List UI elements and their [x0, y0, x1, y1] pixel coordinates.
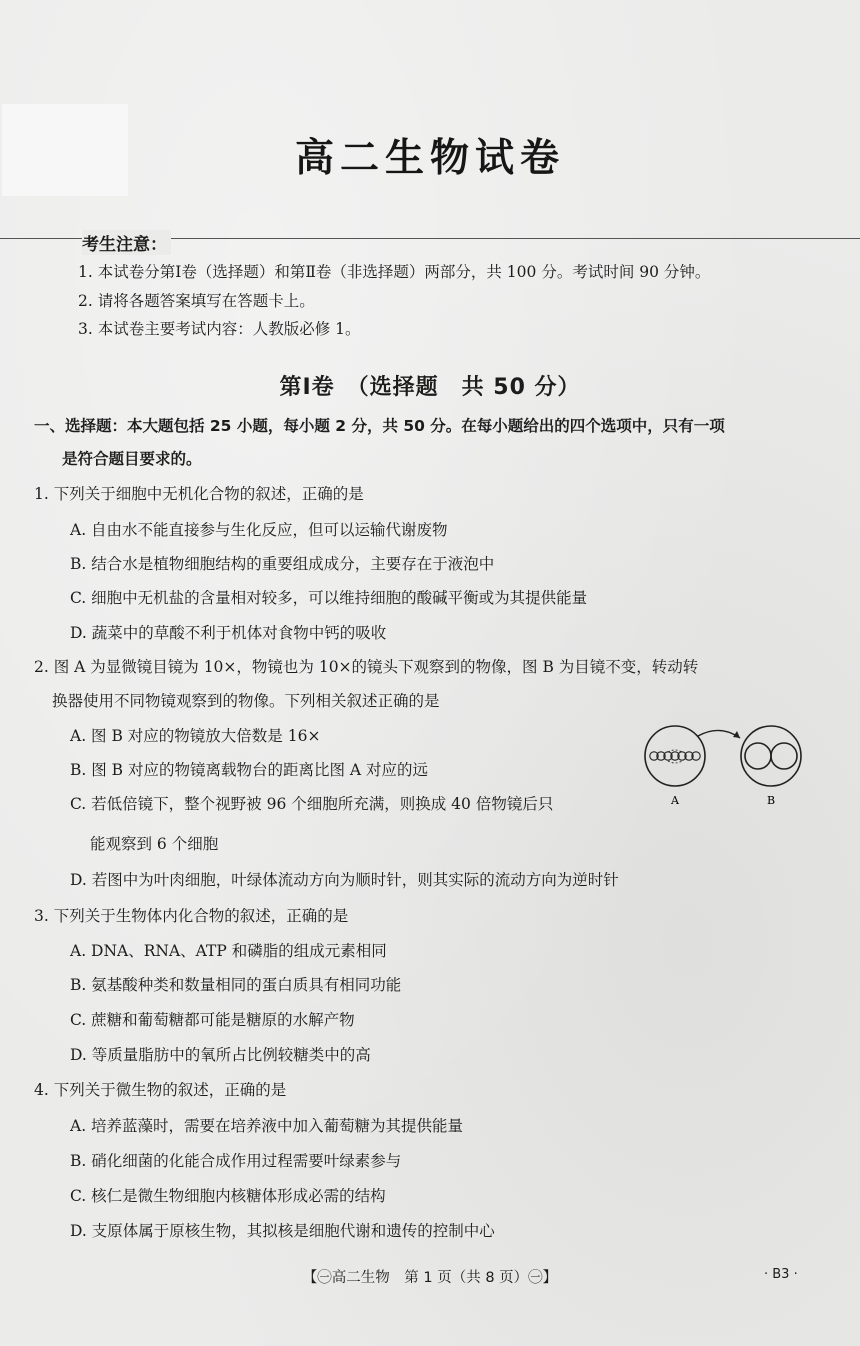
question-2-option-a: A. 图 B 对应的物镜放大倍数是 16× [70, 727, 321, 745]
question-1-option-d: D. 蔬菜中的草酸不利于机体对食物中钙的吸收 [70, 624, 387, 642]
question-4-stem: 4. 下列关于微生物的叙述，正确的是 [34, 1081, 287, 1099]
notice-item: 1. 本试卷分第Ⅰ卷（选择题）和第Ⅱ卷（非选择题）两部分，共 100 分。考试时间 90 分钟。 [78, 263, 711, 281]
question-4-option-c: C. 核仁是微生物细胞内核糖体形成必需的结构 [70, 1187, 386, 1205]
question-2-option-c-cont: 能观察到 6 个细胞 [90, 835, 219, 853]
question-3-option-a: A. DNA、RNA、ATP 和磷脂的组成元素相同 [70, 942, 387, 960]
figure-label-b: B [767, 794, 776, 807]
question-2-option-c: C. 若低倍镜下，整个视野被 96 个细胞所充满，则换成 40 倍物镜后只 [70, 795, 554, 813]
question-4-option-d: D. 支原体属于原核生物，其拟核是细胞代谢和遗传的控制中心 [70, 1222, 495, 1240]
microscope-view-diagram [640, 718, 810, 818]
notice-item: 3. 本试卷主要考试内容：人教版必修 1。 [78, 320, 361, 338]
page-code: · B3 · [764, 1267, 798, 1282]
question-4-option-a: A. 培养蓝藻时，需要在培养液中加入葡萄糖为其提供能量 [70, 1117, 464, 1135]
question-1-option-b: B. 结合水是植物细胞结构的重要组成成分，主要存在于液泡中 [70, 555, 495, 573]
question-1-stem: 1. 下列关于细胞中无机化合物的叙述，正确的是 [34, 485, 364, 503]
question-3-option-c: C. 蔗糖和葡萄糖都可能是糖原的水解产物 [70, 1011, 355, 1029]
view-a-circle [645, 726, 705, 786]
question-2-option-b: B. 图 B 对应的物镜离载物台的距离比图 A 对应的远 [70, 761, 429, 779]
question-3-stem: 3. 下列关于生物体内化合物的叙述，正确的是 [34, 907, 349, 925]
exam-title: 高二生物试卷 [294, 136, 565, 181]
notice-item: 2. 请将各题答案填写在答题卡上。 [78, 292, 315, 310]
question-4-option-b: B. 硝化细菌的化能合成作用过程需要叶绿素参与 [70, 1152, 402, 1170]
question-2-stem: 2. 图 A 为显微镜目镜为 10×，物镜也为 10×的镜头下观察到的物像，图 B 为目镜不变，转动转 [34, 658, 699, 676]
instructions-line: 是符合题目要求的。 [62, 450, 202, 468]
question-3-option-b: B. 氨基酸种类和数量相同的蛋白质具有相同功能 [70, 976, 402, 994]
question-1-option-a: A. 自由水不能直接参与生化反应，但可以运输代谢废物 [70, 521, 448, 539]
cell-row [650, 752, 700, 760]
part-instructions [34, 410, 834, 476]
page-footer: 【㊀高二生物 第 1 页（共 8 页）㊀】 [302, 1270, 558, 1286]
question-2-stem-cont: 换器使用不同物镜观察到的物像。下列相关叙述正确的是 [52, 692, 440, 710]
question-3-option-d: D. 等质量脂肪中的氧所占比例较糖类中的高 [70, 1046, 371, 1064]
notice-heading: 考生注意： [82, 230, 171, 255]
figure-label-a: A [671, 794, 679, 807]
instructions-line: 一、选择题：本大题包括 25 小题，每小题 2 分，共 50 分。在每小题给出的四个选项中，只有一项 [34, 417, 725, 435]
question-1-option-c: C. 细胞中无机盐的含量相对较多，可以维持细胞的酸碱平衡或为其提供能量 [70, 589, 588, 607]
question-2-option-d: D. 若图中为叶肉细胞，叶绿体流动方向为顺时针，则其实际的流动方向为逆时针 [70, 871, 619, 889]
section-title: 第Ⅰ卷 （选择题 共 50 分） [279, 375, 581, 400]
microscope-view-figure [640, 718, 810, 818]
